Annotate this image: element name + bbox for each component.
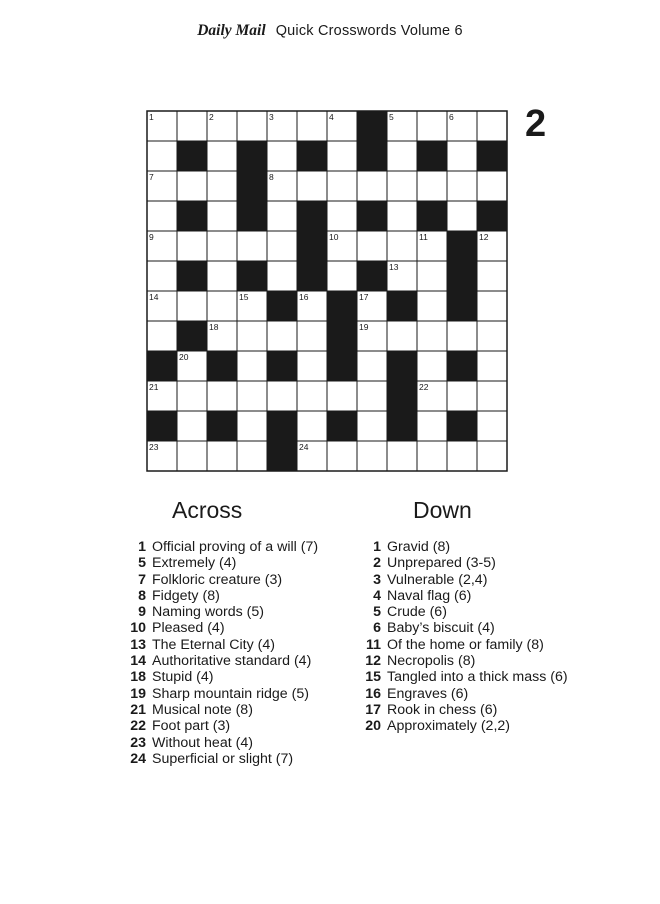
clue-item <box>108 604 338 620</box>
grid-cell[interactable] <box>327 141 357 171</box>
clue-number: 6 <box>373 620 381 637</box>
grid-block <box>267 291 297 321</box>
grid-cell[interactable] <box>237 111 267 141</box>
cell-number: 15 <box>239 292 249 302</box>
grid-cell[interactable] <box>207 231 237 261</box>
grid-block <box>147 351 177 381</box>
grid-block <box>327 351 357 381</box>
cell-number: 22 <box>419 382 429 392</box>
grid-block <box>357 201 387 231</box>
clue-item <box>343 653 573 669</box>
book-title: Quick Crosswords Volume 6 <box>275 23 463 39</box>
grid-cell[interactable] <box>477 441 507 471</box>
grid-block <box>297 261 327 291</box>
grid-block <box>447 231 477 261</box>
clue-text: Necropolis (8) <box>387 653 476 670</box>
clue-item <box>343 637 573 653</box>
clue-text: Baby’s biscuit (4) <box>387 620 495 637</box>
cell-number: 7 <box>149 172 154 182</box>
grid-cell[interactable] <box>267 321 297 351</box>
cell-number: 2 <box>209 112 214 122</box>
grid-cell[interactable] <box>207 171 237 201</box>
grid-cell[interactable] <box>177 171 207 201</box>
grid-cell[interactable] <box>327 171 357 201</box>
clue-text: Approximately (2,2) <box>387 718 511 735</box>
grid-cell[interactable] <box>477 351 507 381</box>
clue-text: Gravid (8) <box>387 539 451 555</box>
grid-cell[interactable] <box>237 321 267 351</box>
clue-number: 19 <box>130 685 146 702</box>
clue-number: 21 <box>130 701 146 718</box>
grid-cell[interactable] <box>207 381 237 411</box>
grid-block <box>267 441 297 471</box>
grid-block <box>357 141 387 171</box>
clue-item <box>343 620 573 636</box>
grid-block <box>237 141 267 171</box>
across-clue-list <box>108 539 338 767</box>
cell-number: 11 <box>419 232 428 242</box>
clue-number: 4 <box>373 587 381 604</box>
grid-cell[interactable] <box>327 201 357 231</box>
cell-number: 10 <box>329 232 339 242</box>
grid-cell[interactable] <box>147 321 177 351</box>
grid-block <box>357 261 387 291</box>
clue-number: 15 <box>365 669 381 686</box>
clue-text: Naming words (5) <box>152 604 264 621</box>
grid-block <box>297 141 327 171</box>
grid-block <box>177 261 207 291</box>
grid-cell[interactable] <box>297 411 327 441</box>
grid-cell[interactable] <box>207 291 237 321</box>
grid-cell[interactable] <box>357 351 387 381</box>
grid-cell[interactable] <box>387 321 417 351</box>
clue-item <box>108 555 338 571</box>
grid-cell[interactable] <box>267 141 297 171</box>
clue-item <box>343 588 573 604</box>
grid-cell[interactable] <box>387 201 417 231</box>
grid-cell[interactable] <box>477 171 507 201</box>
clue-text: Engraves (6) <box>387 685 469 702</box>
grid-block <box>237 201 267 231</box>
grid-cell[interactable] <box>417 321 447 351</box>
grid-block <box>327 291 357 321</box>
clue-number: 5 <box>138 555 146 572</box>
clue-text: Fidgety (8) <box>152 587 220 604</box>
clue-item <box>343 572 573 588</box>
grid-cell[interactable] <box>447 201 477 231</box>
clue-number: 11 <box>366 636 381 653</box>
cell-number: 13 <box>389 262 399 272</box>
clue-text: Stupid (4) <box>152 669 214 686</box>
clue-text: Foot part (3) <box>152 718 231 735</box>
clue-item <box>343 539 573 555</box>
clue-text: Musical note (8) <box>152 701 253 718</box>
grid-block <box>327 411 357 441</box>
cell-number: 16 <box>299 292 309 302</box>
grid-cell[interactable] <box>357 411 387 441</box>
clue-item <box>108 572 338 588</box>
grid-block <box>177 201 207 231</box>
clue-number: 1 <box>138 539 146 555</box>
clue-number: 23 <box>130 734 146 751</box>
clue-text: Official proving of a will (7) <box>152 539 319 555</box>
cell-number: 12 <box>479 232 489 242</box>
grid-cell[interactable] <box>327 381 357 411</box>
grid-cell[interactable] <box>147 141 177 171</box>
clue-text: Vulnerable (2,4) <box>387 571 488 588</box>
cell-number: 17 <box>359 292 369 302</box>
clue-text: Of the home or family (8) <box>387 636 544 653</box>
grid-block <box>417 141 447 171</box>
clue-number: 1 <box>373 539 381 555</box>
grid-cell[interactable] <box>477 291 507 321</box>
clue-text: Sharp mountain ridge (5) <box>152 685 309 702</box>
clue-number: 24 <box>130 750 146 767</box>
grid-cell[interactable] <box>447 171 477 201</box>
grid-cell[interactable] <box>177 291 207 321</box>
grid-cell[interactable] <box>417 261 447 291</box>
grid-block <box>387 411 417 441</box>
grid-block <box>387 381 417 411</box>
grid-cell[interactable] <box>417 291 447 321</box>
grid-block <box>207 411 237 441</box>
cell-number: 6 <box>449 112 454 122</box>
clue-text: Pleased (4) <box>152 620 225 637</box>
clue-item <box>343 718 573 734</box>
cell-number: 8 <box>269 172 274 182</box>
cell-number: 5 <box>389 112 394 122</box>
grid-cell[interactable] <box>477 261 507 291</box>
clue-number: 16 <box>365 685 381 702</box>
grid-cell[interactable] <box>147 261 177 291</box>
clue-number: 10 <box>130 620 146 637</box>
grid-cell[interactable] <box>237 381 267 411</box>
grid-cell[interactable] <box>177 231 207 261</box>
clue-number: 14 <box>130 653 146 670</box>
grid-cell[interactable] <box>327 441 357 471</box>
grid-cell[interactable] <box>477 111 507 141</box>
clue-item <box>343 669 573 685</box>
puzzle-number: 2 <box>525 103 547 145</box>
cell-number: 1 <box>149 112 154 122</box>
clue-text: Superficial or slight (7) <box>152 750 294 767</box>
grid-cell[interactable] <box>477 411 507 441</box>
clue-item <box>108 637 338 653</box>
grid-block <box>447 261 477 291</box>
clue-text: Without heat (4) <box>152 734 253 751</box>
grid-cell[interactable] <box>417 441 447 471</box>
clue-item <box>108 702 338 718</box>
grid-block <box>447 351 477 381</box>
down-clue-list <box>343 539 573 735</box>
cell-number: 9 <box>149 232 154 242</box>
clue-item <box>343 686 573 702</box>
grid-cell[interactable] <box>147 201 177 231</box>
clue-text: Rook in chess (6) <box>387 701 498 718</box>
grid-cell[interactable] <box>297 351 327 381</box>
clue-item <box>108 539 338 555</box>
grid-block <box>267 351 297 381</box>
cell-number: 21 <box>149 382 159 392</box>
grid-cell[interactable] <box>417 411 447 441</box>
grid-block <box>447 411 477 441</box>
cell-number: 4 <box>329 112 334 122</box>
clue-number: 12 <box>365 653 381 670</box>
grid-cell[interactable] <box>177 111 207 141</box>
grid-cell[interactable] <box>357 171 387 201</box>
clue-number: 3 <box>373 571 381 588</box>
grid-cell[interactable] <box>447 441 477 471</box>
grid-block <box>447 291 477 321</box>
clue-text: Unprepared (3-5) <box>387 555 496 572</box>
clue-item <box>343 555 573 571</box>
grid-cell[interactable] <box>207 141 237 171</box>
grid-block <box>237 261 267 291</box>
grid-cell[interactable] <box>297 171 327 201</box>
grid-cell[interactable] <box>417 171 447 201</box>
clue-number: 18 <box>130 669 146 686</box>
grid-cell[interactable] <box>297 381 327 411</box>
grid-cell[interactable] <box>237 441 267 471</box>
grid-block <box>417 201 447 231</box>
crossword-grid <box>146 110 508 472</box>
clue-text: Naval flag (6) <box>387 587 472 604</box>
clue-text: The Eternal City (4) <box>152 636 275 653</box>
grid-block <box>477 141 507 171</box>
clue-item <box>108 653 338 669</box>
cell-number: 24 <box>299 442 309 452</box>
grid-block <box>237 171 267 201</box>
grid-block <box>177 141 207 171</box>
clue-number: 2 <box>373 555 381 572</box>
grid-block <box>387 291 417 321</box>
clue-item <box>108 735 338 751</box>
cell-number: 14 <box>149 292 159 302</box>
grid-block <box>147 411 177 441</box>
across-heading: Across <box>172 497 243 523</box>
clue-text: Authoritative standard (4) <box>152 653 312 670</box>
grid-block <box>477 201 507 231</box>
grid-cell[interactable] <box>297 321 327 351</box>
clue-number: 5 <box>373 604 381 621</box>
grid-cell[interactable] <box>447 141 477 171</box>
grid-block <box>357 111 387 141</box>
clue-item <box>108 718 338 734</box>
clue-item <box>108 620 338 636</box>
clue-number: 7 <box>138 571 146 588</box>
clue-text: Tangled into a thick mass (6) <box>387 669 568 686</box>
grid-block <box>297 231 327 261</box>
clue-item <box>108 588 338 604</box>
clue-item <box>108 669 338 685</box>
grid-cell[interactable] <box>357 441 387 471</box>
cell-number: 18 <box>209 322 219 332</box>
clue-number: 20 <box>365 718 381 735</box>
grid-cell[interactable] <box>447 321 477 351</box>
grid-block <box>267 411 297 441</box>
grid-block <box>387 351 417 381</box>
cell-number: 20 <box>179 352 189 362</box>
grid-block <box>297 201 327 231</box>
grid-block <box>327 321 357 351</box>
grid-cell[interactable] <box>267 261 297 291</box>
grid-cell[interactable] <box>237 411 267 441</box>
grid-cell[interactable] <box>387 441 417 471</box>
grid-block <box>177 321 207 351</box>
grid-cell[interactable] <box>417 351 447 381</box>
grid-cell[interactable] <box>477 321 507 351</box>
clue-number: 22 <box>130 718 146 735</box>
grid-cell[interactable] <box>417 111 447 141</box>
grid-cell[interactable] <box>327 261 357 291</box>
grid-cell[interactable] <box>177 441 207 471</box>
clue-number: 17 <box>365 701 381 718</box>
grid-cell[interactable] <box>207 261 237 291</box>
grid-cell[interactable] <box>207 441 237 471</box>
grid-cell[interactable] <box>477 381 507 411</box>
cell-number: 19 <box>359 322 369 332</box>
grid-cell[interactable] <box>357 381 387 411</box>
clue-text: Extremely (4) <box>152 555 237 572</box>
grid-cell[interactable] <box>387 231 417 261</box>
grid-cell[interactable] <box>357 231 387 261</box>
cell-number: 3 <box>269 112 274 122</box>
grid-cell[interactable] <box>177 411 207 441</box>
clue-text: Folkloric creature (3) <box>152 571 283 588</box>
page-header <box>0 22 660 40</box>
grid-cell[interactable] <box>387 171 417 201</box>
grid-block <box>207 351 237 381</box>
clue-number: 8 <box>138 587 146 604</box>
grid-cell[interactable] <box>267 201 297 231</box>
clue-text: Crude (6) <box>387 604 447 621</box>
grid-cell[interactable] <box>447 381 477 411</box>
cell-number: 23 <box>149 442 159 452</box>
clue-item <box>108 751 338 767</box>
grid-cell[interactable] <box>297 111 327 141</box>
clue-number: 9 <box>138 604 146 621</box>
grid-cell[interactable] <box>207 201 237 231</box>
down-heading: Down <box>413 497 472 523</box>
clue-item <box>343 702 573 718</box>
grid-cell[interactable] <box>267 381 297 411</box>
grid-cell[interactable] <box>237 351 267 381</box>
grid-cell[interactable] <box>267 231 297 261</box>
clue-item <box>343 604 573 620</box>
brand-logo: Daily Mail <box>197 22 266 39</box>
clue-number: 13 <box>130 636 146 653</box>
clue-item <box>108 686 338 702</box>
grid-cell[interactable] <box>387 141 417 171</box>
grid-cell[interactable] <box>177 381 207 411</box>
grid-cell[interactable] <box>237 231 267 261</box>
